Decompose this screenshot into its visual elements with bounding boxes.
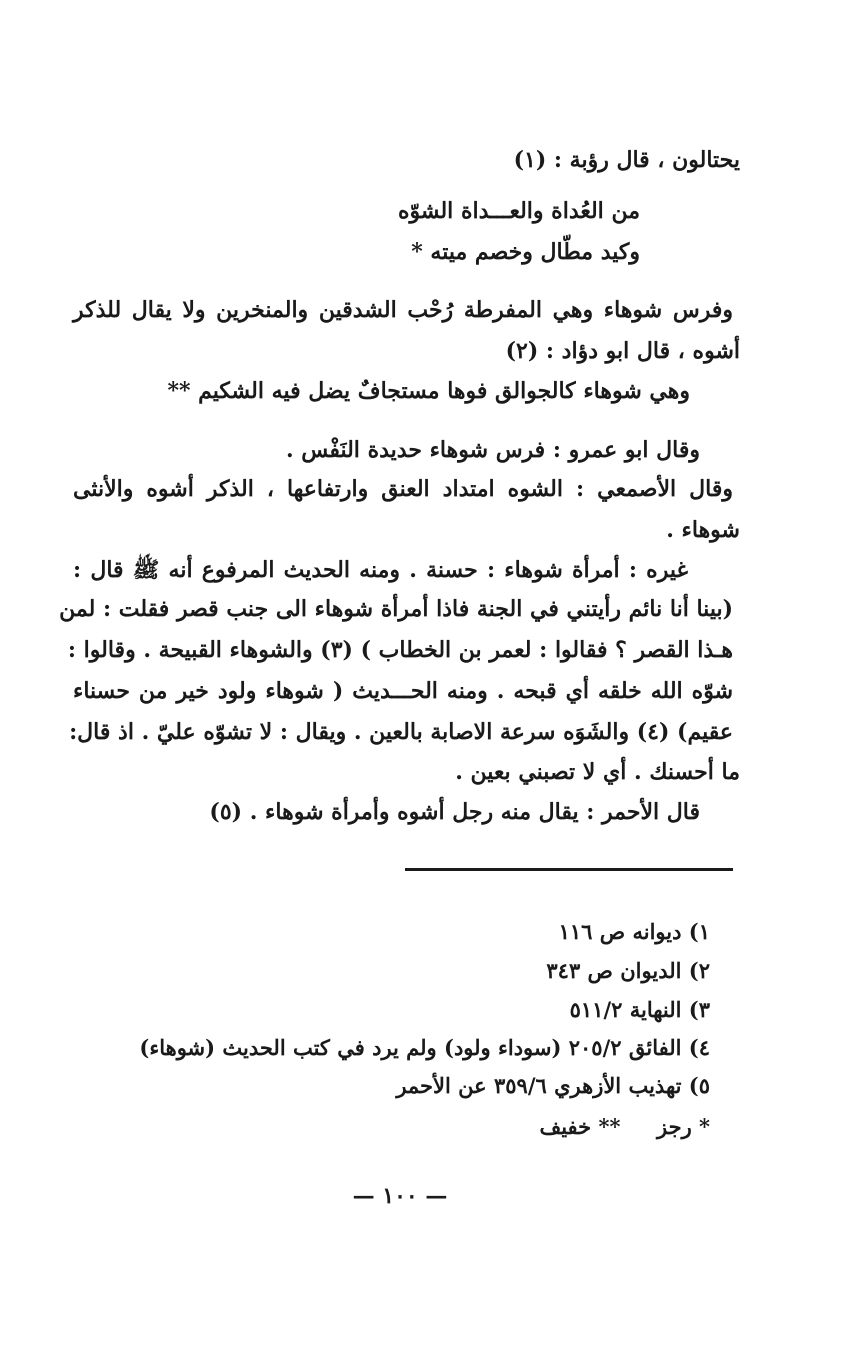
footnote-3: ٣) النهاية ٥١١/٢ xyxy=(569,997,710,1022)
footnote-rule xyxy=(405,868,733,871)
page-number: — ١٠٠ — xyxy=(352,1183,448,1209)
body-line-13: شوّه الله خلقه أي قبحه . ومنه الحـــديث ( شوهاء ولود خير من حسناء xyxy=(73,678,733,704)
footnote-4: ٤) الفائق ٢٠٥/٢ (سوداء ولود) ولم يرد في كتب الحديث (شوهاء) xyxy=(139,1035,710,1060)
body-line-9: شوهاء . xyxy=(666,517,740,543)
body-line-7: وقال ابو عمرو : فرس شوهاء حديدة النَفْس . xyxy=(285,437,700,463)
body-line-14: عقيم) (٤) والشَوَه سرعة الاصابة بالعين . ويقال : لا تشوّه عليّ . اذ قال: xyxy=(69,719,733,745)
footnote-5: ٥) تهذيب الأزهري ٣٥٩/٦ عن الأحمر xyxy=(396,1073,710,1098)
footnote-2: ٢) الديوان ص ٣٤٣ xyxy=(546,958,710,983)
body-line-4: وفرس شوهاء وهي المفرطة رُحْب الشدقين والمنخرين ولا يقال للذكر xyxy=(73,297,733,323)
verse-line-2: وكيد مطّال وخصم ميته * xyxy=(411,239,640,265)
body-line-8: وقال الأصمعي : الشوه امتداد العنق وارتفاعها ، الذكر أشوه والأنثى xyxy=(73,476,733,502)
body-line-1: يحتالون ، قال رؤبة : (١) xyxy=(513,147,740,173)
body-line-12: هـذا القصر ؟ فقالوا : لعمر بن الخطاب ) (٣) والشوهاء القبيحة . وقالوا : xyxy=(67,637,733,663)
body-line-5: أشوه ، قال ابو دؤاد : (٢) xyxy=(505,338,740,364)
body-line-15: ما أحسنك . أي لا تصبني بعين . xyxy=(455,759,740,785)
body-line-10: غيره : أمرأة شوهاء : حسنة . ومنه الحديث المرفوع أنه ﷺ قال : xyxy=(73,557,688,583)
footnote-meters: * رجز ** خفيف xyxy=(539,1114,710,1139)
body-line-11: (بينا أنا نائم رأيتني في الجنة فاذا أمرأة شوهاء الى جنب قصر فقلت : لمن xyxy=(59,596,733,622)
verse-line-3: وهي شوهاء كالجوالق فوها مستجافٌ يضل فيه الشكيم ** xyxy=(167,378,690,404)
footnote-1: ١) ديوانه ص ١١٦ xyxy=(558,919,710,944)
body-line-16: قال الأحمر : يقال منه رجل أشوه وأمرأة شوهاء . (٥) xyxy=(209,799,700,825)
verse-line-1: من العُداة والعـــداة الشوّه xyxy=(397,198,640,224)
